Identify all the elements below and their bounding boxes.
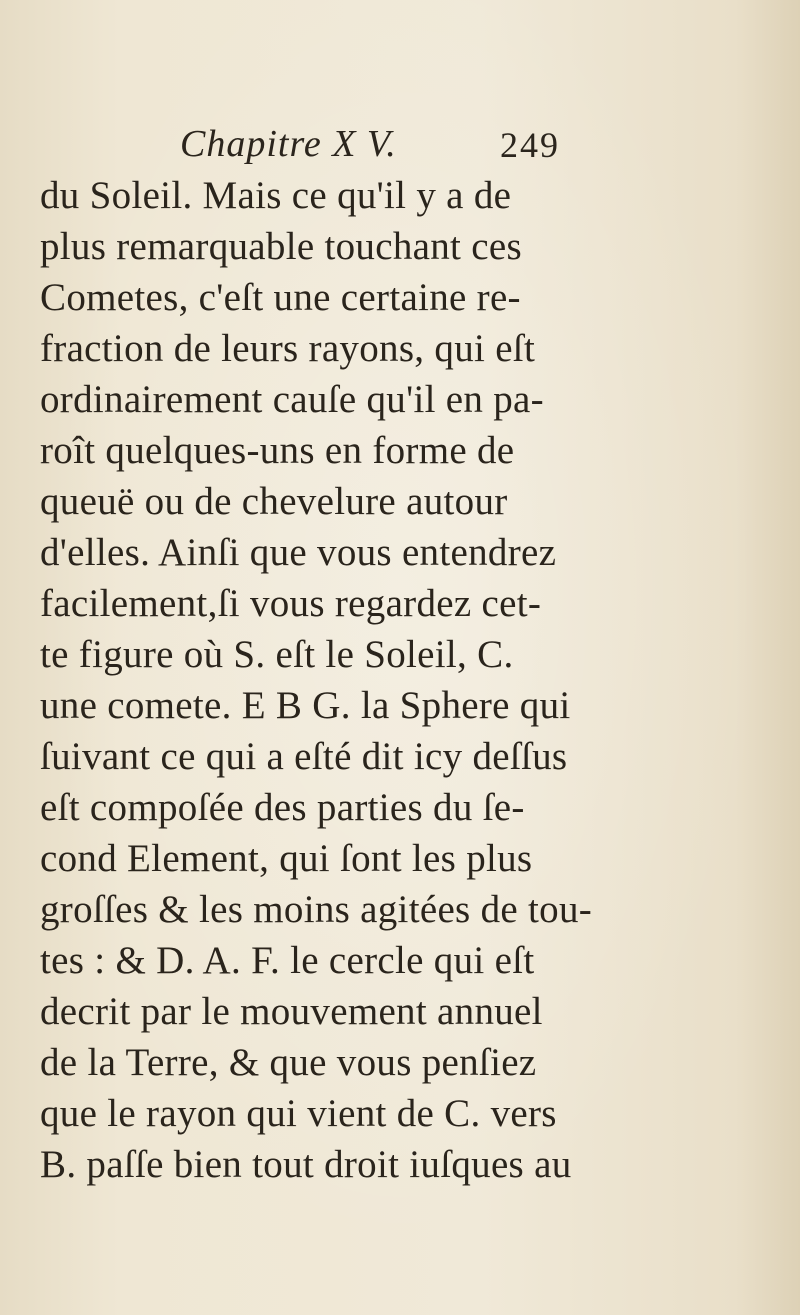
text-line: eſt compoſée des parties du ſe- [40, 786, 525, 829]
text-line: ſuivant ce qui a eſté dit icy deſſus [40, 735, 568, 778]
text-line: du Soleil. Mais ce qu'il y a de [40, 174, 512, 217]
text-line: B. paſſe bien tout droit iuſques au [40, 1143, 572, 1186]
text-line: une comete. E B G. la Sphere qui [40, 684, 571, 727]
text-line: cond Element, qui ſont les plus [40, 837, 533, 880]
page-number: 249 [500, 125, 560, 165]
text-line: plus remarquable touchant ces [40, 225, 522, 268]
running-head: Chapitre X V. [180, 123, 397, 165]
text-line: fraction de leurs rayons, qui eſt [40, 327, 536, 370]
text-line: ordinairement cauſe qu'il en pa- [40, 378, 544, 421]
text-line: Cometes, c'eſt une certaine re- [40, 276, 521, 319]
text-line: groſſes & les moins agitées de tou- [40, 888, 593, 931]
text-line: decrit par le mouvement annuel [40, 990, 543, 1033]
text-line: queuë ou de chevelure autour [40, 480, 508, 523]
text-line: de la Terre, & que vous penſiez [40, 1041, 537, 1084]
body-text [40, 170, 620, 1190]
page-header [0, 118, 800, 168]
text-line: facilement,ſi vous regardez cet- [40, 582, 542, 625]
text-line: te figure où S. eſt le Soleil, C. [40, 633, 514, 676]
text-line: roît quelques-uns en forme de [40, 429, 515, 472]
text-line: d'elles. Ainſi que vous entendrez [40, 531, 557, 574]
text-line: que le rayon qui vient de C. vers [40, 1092, 557, 1135]
text-line: tes : & D. A. F. le cercle qui eſt [40, 939, 535, 982]
